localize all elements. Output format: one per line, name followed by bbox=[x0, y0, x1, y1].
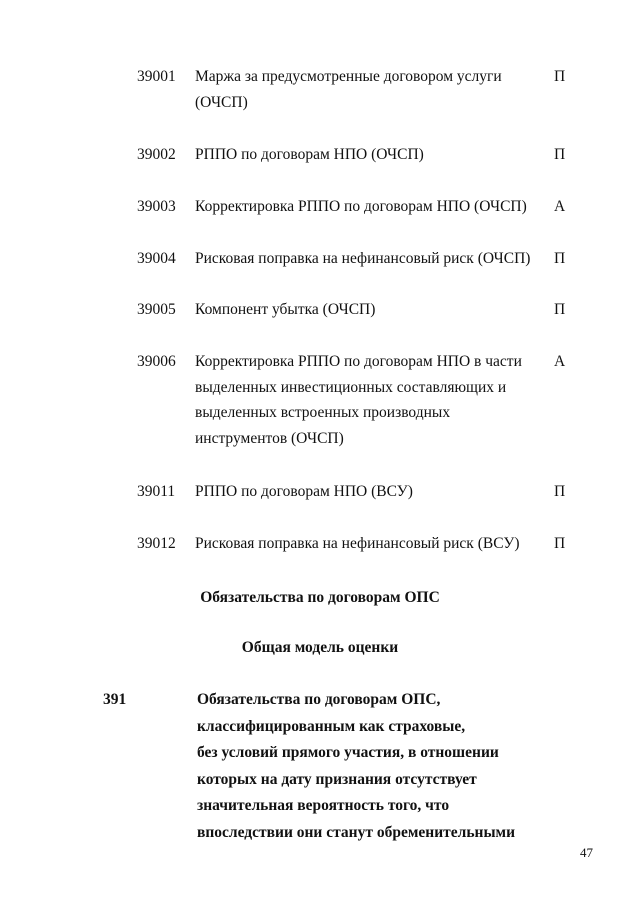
description-line: Компонент убытка (ОЧСП) bbox=[195, 301, 376, 318]
account-type: П bbox=[554, 535, 566, 552]
account-description bbox=[195, 194, 535, 220]
account-description bbox=[195, 64, 535, 115]
description-line: выделенных инвестиционных составляющих и bbox=[195, 378, 507, 396]
description-line: (ОЧСП) bbox=[195, 93, 248, 111]
account-type: А bbox=[554, 353, 566, 370]
account-description bbox=[195, 531, 535, 557]
account-type: П bbox=[554, 146, 566, 163]
account-code: 39012 bbox=[137, 535, 176, 552]
account-description bbox=[195, 297, 535, 323]
description-line: Обязательства по договорам ОПС, bbox=[197, 691, 441, 708]
description-line: РППО по договорам НПО (ОЧСП) bbox=[195, 146, 424, 163]
section-title: Обязательства по договорам ОПС bbox=[200, 589, 440, 606]
description-line: инструментов (ОЧСП) bbox=[195, 429, 344, 447]
description-line: Корректировка РППО по договорам НПО в части bbox=[195, 353, 522, 370]
account-type: П bbox=[554, 250, 566, 267]
account-code: 39003 bbox=[137, 198, 176, 215]
account-description bbox=[195, 142, 535, 168]
account-code-391: 391 bbox=[103, 691, 127, 708]
account-type: П bbox=[554, 301, 566, 318]
page-number: 47 bbox=[580, 845, 593, 860]
description-line: классифицированным как страховые, bbox=[197, 717, 466, 735]
description-line: РППО по договорам НПО (ВСУ) bbox=[195, 483, 413, 500]
account-code: 39004 bbox=[137, 250, 176, 267]
account-code: 39001 bbox=[137, 68, 176, 85]
account-description bbox=[195, 479, 535, 505]
account-type: А bbox=[554, 198, 566, 215]
account-description bbox=[195, 349, 535, 451]
description-line: Рисковая поправка на нефинансовый риск (ОЧСП) bbox=[195, 250, 531, 267]
description-line: которых на дату признания отсутствует bbox=[197, 770, 477, 788]
account-code: 39002 bbox=[137, 146, 176, 163]
account-type: П bbox=[554, 68, 566, 85]
account-description bbox=[195, 246, 535, 272]
account-code: 39011 bbox=[137, 483, 176, 500]
account-391-description bbox=[197, 687, 537, 846]
account-code: 39006 bbox=[137, 353, 176, 370]
account-code: 39005 bbox=[137, 301, 176, 318]
description-line: Корректировка РППО по договорам НПО (ОЧСП) bbox=[195, 198, 527, 215]
description-line: без условий прямого участия, в отношении bbox=[197, 744, 499, 761]
description-line: Рисковая поправка на нефинансовый риск (ВСУ) bbox=[195, 535, 520, 552]
description-line: выделенных встроенных производных bbox=[195, 404, 451, 421]
description-line: Маржа за предусмотренные договором услуги bbox=[195, 68, 502, 85]
description-line: значительная вероятность того, что bbox=[197, 797, 450, 814]
account-type: П bbox=[554, 483, 566, 500]
description-line: впоследствии они станут обременительными bbox=[197, 823, 516, 841]
subsection-title: Общая модель оценки bbox=[241, 639, 399, 656]
